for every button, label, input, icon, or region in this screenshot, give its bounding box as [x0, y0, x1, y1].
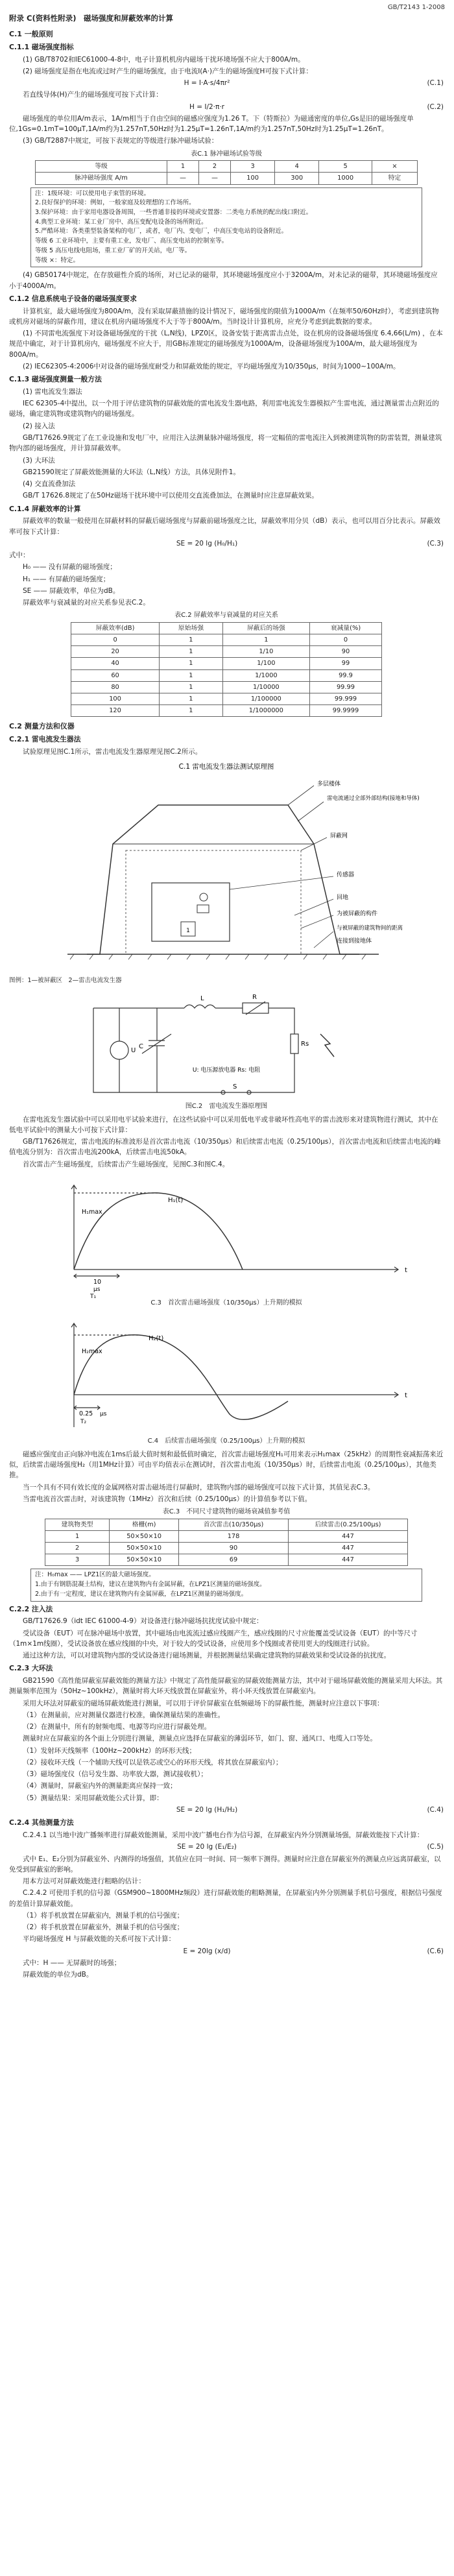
figure-c2 — [9, 989, 444, 1099]
paragraph: （5）测量结果：采用屏蔽效能公式计算，即： — [23, 1794, 163, 1802]
paragraph: (3) 大环法 — [23, 456, 55, 464]
formula-number: (C.1) — [427, 79, 444, 88]
table-cell: 4 — [275, 161, 319, 173]
formula-number: (C.2) — [427, 102, 444, 111]
table-header-cell: 屏蔽效率(dB) — [71, 622, 160, 634]
table-cell: 1 — [45, 1530, 110, 1542]
paragraph: 采用大环法对屏蔽室的磁场屏蔽效能进行测量，可以用于评价屏蔽室在低频磁场下的屏蔽性能，测量时应注意以下事项： — [23, 1699, 384, 1707]
table-cell: 1 — [167, 161, 199, 173]
section-c14-title: C.1.4 屏蔽效率的计算 — [9, 504, 81, 513]
table-c1-caption: 表C.1 脉冲磁场试验等级 — [191, 150, 262, 158]
paragraph: (1) 不同雷电流强度下对设备磁场强度的干扰（L,N线)，LPZ0区，设备安装于距离雷击点处，设在机房的设备磁场强度 6.4,66(L/m) ，在本规范中确定，对于计算机房内，磁场强度不应大于，用GB标准规定的磁场强度为1000A/m，设备磁场强度为100A/m，最大磁场强度为800A/m。 — [9, 330, 443, 359]
table-cell: 40 — [71, 658, 160, 669]
fig3-ylabel: H₁(t) — [168, 1196, 184, 1204]
paragraph: 式中：H —— 无屏蔽时的场强； — [23, 1958, 121, 1967]
paragraph: 用本方法可对屏蔽效能进行粗略的估计： — [23, 1877, 145, 1886]
paragraph: 在雷电流发生器试验中可以采用电平试验来进行，在这些试验中可以采用低电平或非破坏性高电平的雷击波形来对建筑物进行测试，其中在低电平试验中的测量大小可按下式计算： — [9, 1115, 438, 1134]
paragraph: （1）在测量前，应对测量仪器进行校准，确保测量结果的准确性。 — [23, 1711, 225, 1719]
fig1-label: 屏蔽网 — [330, 833, 348, 840]
paragraph: IEC 62305-4中提出，以一个用于评估建筑物的屏蔽效能的雷电流发生器电路，利用雷电流发生器模拟产生雷电流，通过测量雷击点附近的磁场，确定建筑物或建筑物内的磁场强度。 — [9, 400, 439, 418]
fig4-t1-unit: μs — [100, 1411, 107, 1418]
formula-text: SE = 20 lg (E₁/E₂) — [177, 1843, 237, 1851]
table-cell: 90 — [179, 1543, 289, 1554]
fig4-hlabel: H₂max — [82, 1348, 102, 1356]
table-header-cell: 后续雷击(0.25/100μs) — [289, 1519, 408, 1530]
table-note: 注：H₀max —— LPZ1区的最大磁场强度。 — [35, 1571, 155, 1579]
formula-number: (C.3) — [427, 539, 444, 548]
table-c1-notes — [30, 187, 422, 268]
fig2-label: U — [131, 1047, 136, 1055]
paragraph: GB/T17626.9（idt IEC 61000-4-9）对设备进行脉冲磁场抗扰度试验中规定： — [23, 1617, 263, 1626]
formula-c6 — [9, 1946, 444, 1956]
fig1-label: 为被屏蔽的构件 — [337, 911, 378, 918]
paragraph: GB21590《高性能屏蔽室屏蔽效能的测量方法》中规定了高性能屏蔽室的屏蔽效能测量方法，其中对于磁场屏蔽效能的测量采用大环法。其测量频率范围为（50Hz~100kHz），测量时将大环天线放置在屏蔽室外，将小环天线放置在屏蔽室内。 — [9, 1677, 443, 1696]
paragraph: （4）测量时，屏蔽室内外的测量距离应保持一致； — [23, 1782, 177, 1790]
fig3-t1: 10 — [93, 1278, 102, 1286]
table-c3-notes — [30, 1569, 422, 1601]
table-cell: 3 — [45, 1554, 110, 1566]
table-cell: 120 — [71, 705, 160, 717]
formula-c3 — [9, 538, 444, 549]
paragraph: 计算机室，最大磁场强度为800A/m，没有采取屏蔽措施的设计情况下，磁场强度的限值为1000A/m（在频率50/60Hz时），考虑到建筑物或机房对磁场的屏蔽作用，建议在机房内磁场强度不大于等于800A/m。当时设计计算机房，应充分考虑到此数据的要求。 — [9, 307, 439, 326]
figure-c1-title: C.1 雷电流发生器法测试原理图 — [178, 763, 274, 771]
table-c3 — [45, 1519, 408, 1567]
paragraph: 屏蔽效率与衰减量的对应关系参见表C.2。 — [23, 599, 150, 607]
formula-text: SE = 20 lg (H₁/H₂) — [176, 1806, 238, 1814]
table-cell: 0 — [309, 634, 381, 646]
section-c2-title: C.2 测量方法和仪器 — [9, 722, 75, 731]
document-body — [9, 12, 444, 1981]
table-cell: 1 — [160, 634, 223, 646]
paragraph: 首次雷击产生磁场强度，后续雷击产生磁场强度，见图C.3和图C.4。 — [23, 1160, 230, 1168]
paragraph: 式中： — [9, 551, 30, 560]
table-cell: 2 — [199, 161, 231, 173]
paragraph: 当一个具有不同有效长度的金属网格对雷击磁场进行屏蔽时，建筑物内部的磁场强度可以按下式计算，其值见表C.3。 — [23, 1483, 375, 1491]
table-row — [71, 646, 382, 658]
paragraph: H₀ —— 没有屏蔽的磁场强度； — [23, 563, 117, 572]
paragraph: （3）磁场强度仪（信号发生器、功率放大器，测试接收机）； — [23, 1770, 208, 1779]
table-note: 2.由于有一定程度，建议在建筑物内有金属屏蔽，在LPZ1区测量的磁场强度。 — [35, 1590, 248, 1598]
table-cell: 2 — [45, 1543, 110, 1554]
table-header-cell: 原始场强 — [160, 622, 223, 634]
table-c2-caption: 表C.2 屏蔽效率与衰减量的对应关系 — [174, 612, 278, 620]
table-row — [36, 161, 418, 173]
table-cell: 1 — [160, 646, 223, 658]
table-cell: 脉冲磁场强度 A/m — [36, 173, 167, 184]
table-cell: 1/100 — [222, 658, 309, 669]
figure-c1-caption: 图例：1—被屏蔽区 2—雷击电流发生器 — [9, 977, 122, 985]
fig2-label: R — [252, 994, 257, 1002]
table-c1 — [35, 160, 418, 184]
paragraph: 屏蔽效率的数量一般使用在屏蔽材料的屏蔽后磁场强度与屏蔽前磁场强度之比，屏蔽效率用分贝（dB）表示，也可以用百分比表示。屏蔽效率可按下式计算： — [9, 517, 440, 536]
paragraph: 式中 E₁、E₂分别为屏蔽室外、内测得的场强值，其值应在同一时间、同一频率下测得。测量时应注意在屏蔽室外的测量点应远离屏蔽室，以免受到屏蔽室的影响。 — [9, 1855, 441, 1873]
table-cell: 1/10000 — [222, 681, 309, 693]
table-cell: 99.9 — [309, 669, 381, 681]
table-cell: 447 — [289, 1554, 408, 1566]
paragraph: GB21590规定了屏蔽效能测量的大环法（L,N线）方法，具体见附件1。 — [23, 468, 240, 476]
table-cell: 178 — [179, 1530, 289, 1542]
paragraph: （1）将手机放置在屏蔽室内，测量手机的信号强度； — [23, 1911, 184, 1920]
figure-c2-svg — [9, 989, 444, 1099]
fig1-label: 传感器 — [337, 872, 355, 879]
formula-text: SE = 20 lg (H₀/H₁) — [176, 539, 238, 548]
formula-text: H = I·A·s/4πr² — [184, 79, 230, 88]
table-row — [45, 1554, 408, 1566]
fig1-label: 连接到接地体 — [337, 938, 372, 945]
table-cell: — — [167, 173, 199, 184]
paragraph: C.2.4.1 以当地中波广播频率进行屏蔽效能测量，采用中波广播电台作为信号源，在屏蔽室内外分别测量场强，屏蔽效能按下式计算： — [23, 1831, 424, 1840]
section-c21-title: C.2.1 雷电流发生器法 — [9, 735, 81, 744]
section-c13-title: C.1.3 磁场强度测量一般方法 — [9, 375, 102, 384]
table-cell: 1/100000 — [222, 693, 309, 704]
formula-number: (C.6) — [427, 1947, 444, 1955]
table-cell: 100 — [231, 173, 275, 184]
table-c2 — [71, 622, 382, 717]
formula-c1 — [9, 78, 444, 88]
table-cell: 80 — [71, 681, 160, 693]
fig1-label: 多层楼体 — [317, 781, 341, 788]
table-cell: 60 — [71, 669, 160, 681]
table-note: 等级 5 高压电线电阻场，重工业厂矿的开关站，电厂等。 — [35, 247, 191, 254]
table-row — [71, 634, 382, 646]
paragraph: 磁感应强度由正向脉冲电流在1ms后最大值时刻和最低值时确定，首次雷击磁场强度H₁可用来表示H₁max（25kHz）的周期性衰减振荡来近似，后续雷击磁场强度H₂（用1MHz计算）可由平均值表示在测试时，首次雷击电流（10/350μs）时，后续雷击电流（0.25/100μs），其他类推。 — [9, 1450, 444, 1480]
table-header-row — [71, 622, 382, 634]
section-c11-title: C.1.1 磁场强度指标 — [9, 42, 74, 51]
table-cell: 50×50×10 — [110, 1530, 179, 1542]
fig2-label: C — [139, 1043, 143, 1051]
table-cell: 1000 — [319, 173, 372, 184]
paragraph: C.2.4.2 可使用手机的信号源（GSM900~1800MHz频段）进行屏蔽效能的粗略测量，在屏蔽室内外分别测量手机信号强度，根据信号强度的差值计算屏蔽效能。 — [9, 1889, 442, 1908]
paragraph: 屏蔽效能的单位为dB。 — [23, 1971, 93, 1979]
table-row — [45, 1530, 408, 1542]
table-row — [71, 658, 382, 669]
paragraph: 磁场强度的单位用A/m表示，1A/m相当于自由空间的磁感应强度为1.26 T。下（特斯拉）为磁通密度的单位,Gs是旧的磁场强度单位,1Gs=0.1mT=100μT,1A/m约为1.257nT,50Hz时为1.25μT=1.26nT,1A/m约为1.257nT,50Hz时为1.25μT=1.26nT。 — [9, 114, 414, 134]
figure-c3-caption: C.3 首次雷击磁场强度（10/350μs）上升期的模拟 — [150, 1299, 302, 1306]
section-c1-title: C.1 一般原则 — [9, 29, 53, 38]
figure-c2-caption: 图C.2 雷电流发生器原理图 — [185, 1103, 268, 1111]
paragraph: GB/T17626.9规定了在工业设施和发电厂中，应用注入法测量脉冲磁场强度，将一定幅值的雷电流注入到被测建筑物的防雷装置，测量建筑物内部的磁场强度，并计算屏蔽效率。 — [9, 433, 442, 453]
paragraph: (2) IEC62305-4:2006中对设备的磁场强度耐受力和屏蔽效能的规定，平均磁场强度为10/350μs，时间为1000~100A/m。 — [23, 362, 400, 370]
table-cell: 1 — [160, 693, 223, 704]
table-cell: 3 — [231, 161, 275, 173]
section-c23-title: C.2.3 大环法 — [9, 1664, 53, 1673]
formula-number: (C.5) — [427, 1843, 444, 1851]
table-note: 2.良好保护的环境：例如，一般家庭及较理想的工作场所。 — [35, 199, 195, 207]
table-header-cell: 屏蔽后的场强 — [222, 622, 309, 634]
appendix-title: 附录 C(资料性附录) 磁场强度和屏蔽效率的计算 — [9, 14, 173, 23]
paragraph: 通过这种方法，可以对建筑物内部的受试设备进行磁场测量，并根据测量结果确定建筑物的屏蔽效果和受试设备的抗扰度。 — [23, 1652, 390, 1660]
table-row — [71, 681, 382, 693]
figure-c4-svg — [9, 1310, 444, 1434]
fig4-t1: 0.25 — [79, 1410, 93, 1418]
table-cell: 100 — [71, 693, 160, 704]
formula-text: E = 20lg (x/d) — [183, 1947, 231, 1955]
figure-c4 — [9, 1310, 444, 1434]
table-cell: × — [372, 161, 417, 173]
table-cell: 300 — [275, 173, 319, 184]
table-cell: 20 — [71, 646, 160, 658]
fig3-t2: T₁ — [90, 1293, 97, 1300]
table-cell: 等级 — [36, 161, 167, 173]
table-note: 3.保护环境：由于家用电器设备周围，一些普通非接的环境或安置器：二类电力系统的配出线口附近。 — [35, 209, 313, 216]
table-header-cell: 建筑物类型 — [45, 1519, 110, 1530]
paragraph: 受试设备（EUT）可在脉冲磁场中放置，其中磁场由电流流过感应线圈产生，感应线圈的尺寸应能覆盖受试设备（EUT）的中等尺寸（1m×1m线圈），受试设备放在感应线圈的中央，对于较大的受试设备，应使用多个线圈或者使用更大的线圈进行试验。 — [9, 1629, 418, 1648]
figure-c4-caption: C.4 后续雷击磁场强度（0.25/100μs）上升期的模拟 — [147, 1438, 305, 1445]
table-cell: 99 — [309, 658, 381, 669]
table-note: 5.严酷环境：各类重型装备架构的电厂，或者，电厂内、变电厂，中高压变电站的设备附近。 — [35, 228, 288, 235]
table-row — [45, 1543, 408, 1554]
figure-c1-svg — [9, 760, 444, 974]
table-note: 4.典型工业环境：某工业厂房中、高压变配电设备的场所附近。 — [35, 218, 208, 226]
fig1-label: 雷电流通过全部外部结构(接地和导体) — [327, 795, 420, 802]
section-c12-title: C.1.2 信息系统电子设备的磁场强度要求 — [9, 294, 137, 303]
fig4-tlabel: t — [405, 1392, 407, 1400]
table-cell: 1/1000 — [222, 669, 309, 681]
table-header-cell: 格栅(m) — [110, 1519, 179, 1530]
paragraph: H₁ —— 有屏蔽的磁场强度； — [23, 575, 110, 583]
table-row — [36, 173, 418, 184]
table-cell: 5 — [319, 161, 372, 173]
table-header-row — [45, 1519, 408, 1530]
formula-c4 — [9, 1805, 444, 1815]
paragraph: 测量时应在屏蔽室的各个面上分别进行测量，测量点应选择在屏蔽室的薄弱环节，如门、窗、通风口、电缆入口等处。 — [23, 1735, 377, 1743]
table-header-cell: 衰减量(%) — [309, 622, 381, 634]
figure-c3 — [9, 1172, 444, 1300]
svg-text:1: 1 — [186, 928, 190, 935]
table-cell: 50×50×10 — [110, 1554, 179, 1566]
fig4-ylabel: H₂(t) — [149, 1335, 164, 1343]
paragraph: GB/T 17626.8规定了在50Hz磁场干扰环境中可以使用交直流叠加法，在测量时应注意屏蔽效果。 — [23, 492, 318, 500]
paragraph: (4) 交直流叠加法 — [23, 480, 76, 488]
table-cell: 1/10 — [222, 646, 309, 658]
paragraph: （2）接收环天线（一个辅助天线可以是铁芯或空心的环形天线，将其放在屏蔽室内）； — [23, 1758, 283, 1766]
paragraph: (4) GB50174中规定，在存放磁性介质的场所，对已记录的磁带，其环境磁场强度应小于3200A/m，对未记录的磁带，其环境磁场强度应小于4000A/m。 — [9, 271, 438, 290]
formula-c2 — [9, 102, 444, 112]
figure-c2-legend: U: 电压源放电器 Rs: 电阻 — [192, 1067, 261, 1074]
paragraph: （2）将手机放置在屏蔽室外，测量手机的信号强度； — [23, 1923, 184, 1932]
paragraph: （2）在测量中，所有的射频电缆、电源等均应进行屏蔽处理。 — [23, 1723, 211, 1731]
table-cell: 447 — [289, 1543, 408, 1554]
formula-number: (C.4) — [427, 1806, 444, 1814]
table-note: 等级 ×：特定。 — [35, 256, 79, 264]
table-note: 等级 6 工业环境中，主要有重工业，发电厂、高压变电站的控制室等。 — [35, 237, 228, 245]
paragraph: (3) GB/T2887中规定，可按下表规定的等级进行脉冲磁场试验： — [23, 137, 219, 145]
paragraph: (1) 雷电流发生器法 — [23, 387, 82, 396]
fig1-label: 与被屏蔽的建筑物间的距离 — [337, 925, 403, 932]
fig1-label: 回地 — [337, 895, 349, 902]
table-cell: — — [199, 173, 231, 184]
table-cell: 99.999 — [309, 693, 381, 704]
paragraph: 当雷电流首次雷击时，对该建筑物（1MHz）首次和后续（0.25/100μs）的计算值参考以下值。 — [23, 1495, 312, 1503]
fig2-label: L — [200, 995, 204, 1003]
paragraph: (1) GB/T8702和IEC61000-4-8中，电子计算机机房内磁场干扰环境场强不应大于800A/m。 — [23, 55, 305, 64]
paragraph: 试验原理见图C.1所示，雷击电流发生器原理见图C.2所示。 — [23, 748, 202, 756]
table-cell: 1 — [160, 669, 223, 681]
section-c22-title: C.2.2 注入法 — [9, 1604, 53, 1613]
table-cell: 69 — [179, 1554, 289, 1566]
table-cell: 0 — [71, 634, 160, 646]
table-row — [71, 693, 382, 704]
formula-text: H = I/2·π·r — [189, 102, 224, 111]
table-row — [71, 705, 382, 717]
fig3-t1-unit: μs — [93, 1286, 101, 1293]
paragraph: SE —— 屏蔽效率，单位为dB。 — [23, 586, 120, 595]
fig2-label: Rs — [301, 1041, 309, 1048]
table-cell: 1 — [160, 705, 223, 717]
table-cell: 1 — [160, 681, 223, 693]
table-cell: 99.99 — [309, 681, 381, 693]
paragraph: (2) 接入法 — [23, 422, 55, 430]
table-header-cell: 首次雷击(10/350μs) — [179, 1519, 289, 1530]
fig3-hlabel: H₁max — [82, 1208, 102, 1216]
table-note: 1.由于有钢筋混凝土结构，建议在建筑物内有金属屏蔽，在LPZ1区测量的磁场强度。 — [35, 1581, 266, 1589]
paragraph: 若直线导体(H)产生的磁场强度可按下式计算： — [23, 91, 163, 99]
fig3-tlabel: t — [405, 1266, 407, 1274]
fig4-t2: T₂ — [80, 1419, 87, 1426]
table-cell: 1 — [222, 634, 309, 646]
standard-code: GB/T2143 1-2008 — [387, 4, 445, 11]
fig2-label: S — [233, 1083, 237, 1091]
table-cell: 90 — [309, 646, 381, 658]
table-cell: 1 — [160, 658, 223, 669]
table-cell: 99.9999 — [309, 705, 381, 717]
table-cell: 特定 — [372, 173, 417, 184]
figure-c1 — [9, 760, 444, 974]
table-cell: 447 — [289, 1530, 408, 1542]
formula-c5 — [9, 1842, 444, 1852]
paragraph: GB/T17626规定，雷击电流的标准波形是首次雷击电流（10/350μs）和后续雷击电流（0.25/100μs），首次雷击电流和后续雷击电流的峰值电流分别为：首次雷击电流200kA，后续雷击电流50kA。 — [9, 1138, 441, 1157]
paragraph: （1）发射环天线频率（100Hz~200kHz）的环形天线； — [23, 1746, 196, 1755]
paragraph: 平均磁场强度 H 与屏蔽效能的关系可按下式计算： — [23, 1935, 176, 1944]
table-cell: 1/1000000 — [222, 705, 309, 717]
figure-c3-svg — [9, 1172, 444, 1300]
table-row — [71, 669, 382, 681]
table-cell: 50×50×10 — [110, 1543, 179, 1554]
paragraph: (2) 磁场强度是指在电流或过时产生的磁场强度，由于电流I(A·)产生的磁场强度H可按下式计算： — [23, 67, 313, 75]
table-note: 注：1级环境：可以使用电子束管的环境。 — [35, 189, 150, 197]
section-c24-title: C.2.4 其他测量方法 — [9, 1818, 74, 1827]
table-c3-caption: 表C.3 不同尺寸建筑物的磁场衰减值参考值 — [162, 1508, 291, 1516]
